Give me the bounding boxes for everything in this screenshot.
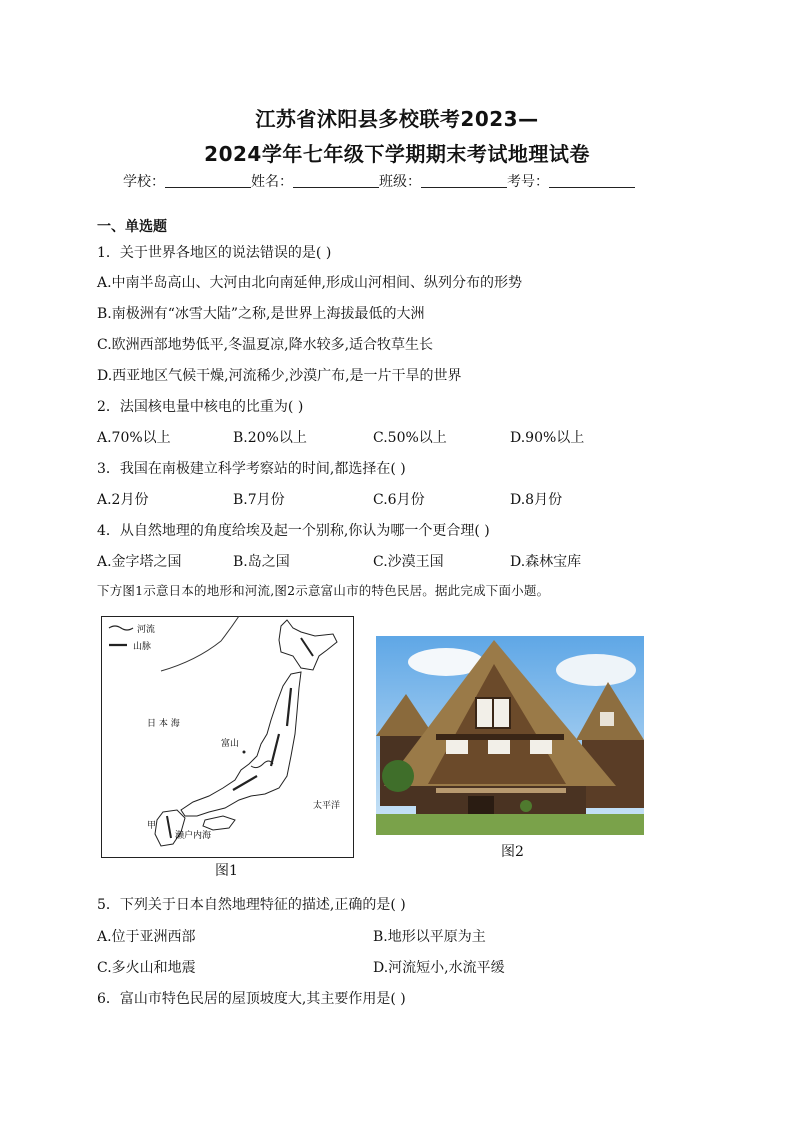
exam-title-line2: 2024学年七年级下学期期末考试地理试卷 [204,142,590,166]
q3-option-b: B.7月份 [233,492,285,508]
q5-option-b: B.地形以平原为主 [373,929,486,945]
student-info-row [123,171,635,191]
cloud [556,654,636,686]
main-house-window [488,740,510,754]
name-blank [293,173,379,188]
potted-plant [520,800,532,812]
main-house-door [468,796,494,814]
pacific-ocean-label: 太平洋 [313,801,341,811]
q2-option-d: D.90%以上 [510,430,585,446]
q2-option-b: B.20%以上 [233,430,307,446]
q3-stem: 3．我国在南极建立科学考察站的时间,都选择在( ) [97,461,406,477]
legend-mountain-label: 山脉 [133,642,152,652]
q2-option-c: C.50%以上 [373,430,447,446]
main-house-beam [436,734,564,740]
figure1-caption: 图1 [215,863,238,879]
main-house-window [446,740,468,754]
q6-stem: 6．富山市特色民居的屋顶坡度大,其主要作用是( ) [97,991,406,1007]
main-house-window [530,740,552,754]
right-house-window [600,712,614,726]
q4-stem: 4．从自然地理的角度给埃及起一个别称,你认为哪一个更合理( ) [97,523,490,539]
q5-stem: 5．下列关于日本自然地理特征的描述,正确的是( ) [97,897,406,913]
section-heading: 一、单选题 [97,219,167,235]
exam-title-line1: 江苏省沭阳县多校联考2023— [255,107,539,131]
q5-option-d: D.河流短小,水流平缓 [373,960,505,976]
class-label: 班级： [379,174,421,190]
q1-stem: 1．关于世界各地区的说法错误的是( ) [97,245,332,261]
japan-map-figure [101,616,354,858]
school-blank [165,173,251,188]
q4-option-d: D.森林宝库 [510,554,582,570]
sea-of-japan-label: 日 本 海 [147,719,180,729]
tree [382,760,414,792]
q1-option-b: B.南极洲有“冰雪大陆”之称,是世界上海拔最低的大洲 [97,306,425,322]
point-jia-label: 甲 [147,821,157,831]
grass-ground [376,814,644,835]
q5-option-a: A.位于亚洲西部 [97,929,196,945]
seto-inland-sea-label: 濑户内海 [175,831,212,841]
material-intro: 下方图1示意日本的地形和河流,图2示意富山市的特色民居。据此完成下面小题。 [97,583,550,598]
exam-no-blank [549,173,635,188]
toyama-label: 富山 [221,739,240,749]
legend-river-label: 河流 [137,625,156,635]
name-label: 姓名： [251,174,293,190]
exam-no-label: 考号： [507,174,549,190]
q5-option-c: C.多火山和地震 [97,960,196,976]
q3-option-d: D.8月份 [510,492,563,508]
school-label: 学校： [123,174,165,190]
q1-option-c: C.欧洲西部地势低平,冬温夏凉,降水较多,适合牧草生长 [97,337,434,353]
toyama-marker [243,751,246,754]
q3-option-c: C.6月份 [373,492,425,508]
main-house-eave [436,788,566,793]
q1-option-a: A.中南半岛高山、大河由北向南延伸,形成山河相间、纵列分布的形势 [97,275,523,291]
q4-option-a: A.金字塔之国 [97,554,182,570]
q2-option-a: A.70%以上 [97,430,171,446]
q2-stem: 2．法国核电量中核电的比重为( ) [97,399,304,415]
q3-option-a: A.2月份 [97,492,149,508]
q4-option-b: B.岛之国 [233,554,290,570]
q1-option-d: D.西亚地区气候干燥,河流稀少,沙漠广布,是一片干旱的世界 [97,368,462,384]
toyama-house-photo [376,636,644,835]
q4-option-c: C.沙漠王国 [373,554,444,570]
figure2-caption: 图2 [501,844,524,860]
class-blank [421,173,507,188]
